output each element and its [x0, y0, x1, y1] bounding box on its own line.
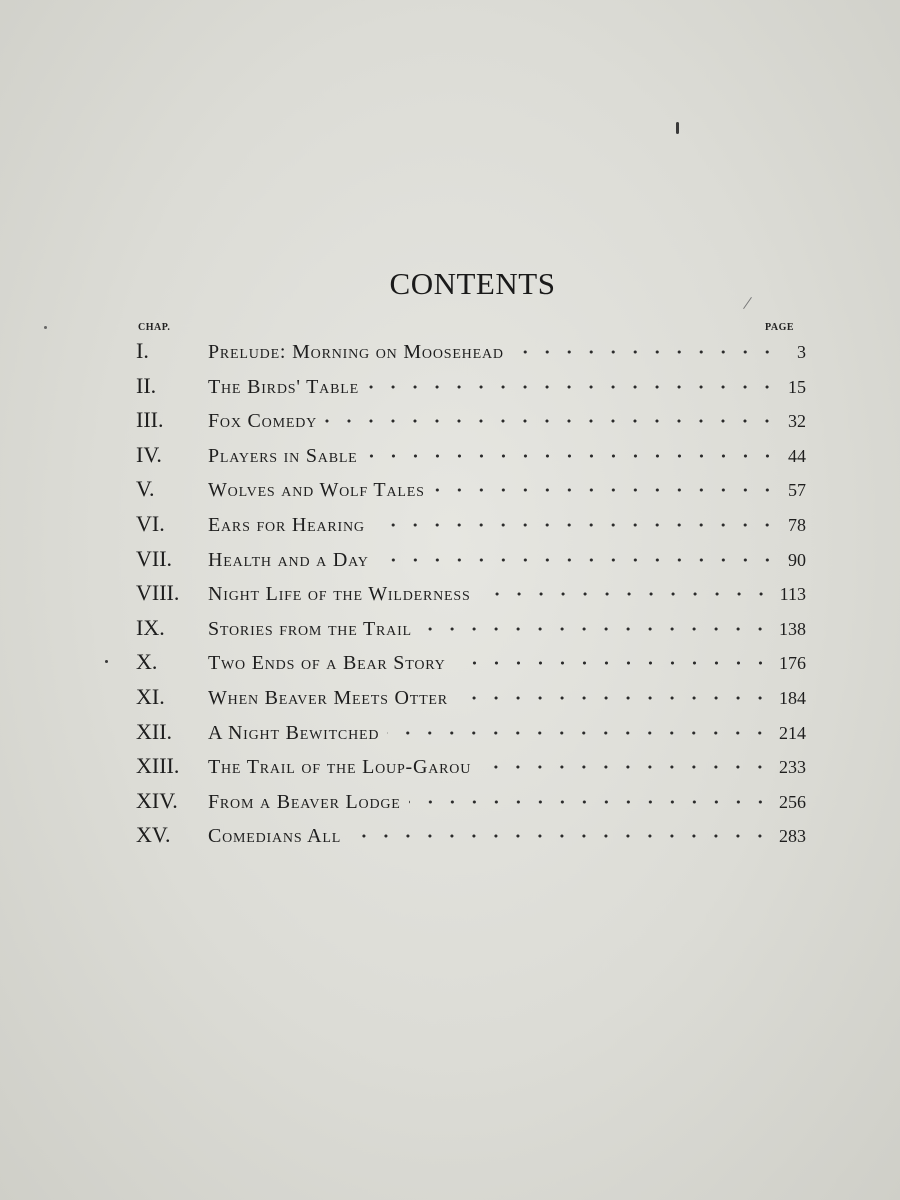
page-column-header: PAGE — [765, 322, 795, 333]
page-number: 184 — [779, 687, 806, 708]
toc-row — [136, 511, 806, 546]
toc-row — [136, 753, 806, 788]
chapter-title: Players in Sable — [208, 444, 358, 467]
dot-leader — [373, 522, 778, 528]
page-number: 214 — [779, 722, 806, 743]
dot-leader — [409, 799, 771, 805]
chapter-title: Ears for Hearing — [208, 513, 365, 536]
chapter-number: XIII. — [136, 753, 180, 779]
dot-leader — [479, 764, 771, 770]
chapter-title: Comedians All — [208, 825, 342, 848]
table-of-contents — [136, 338, 806, 857]
chapter-title: When Beaver Meets Otter — [208, 686, 448, 709]
page-number: 233 — [779, 757, 806, 778]
chapter-number: IV. — [136, 441, 162, 467]
chapter-number: XI. — [136, 683, 165, 709]
toc-row — [136, 476, 806, 511]
chapter-number: XV. — [136, 822, 171, 848]
chapter-title: From a Beaver Lodge — [208, 790, 401, 813]
chapter-title: Stories from the Trail — [208, 617, 412, 640]
dot-leader — [349, 833, 771, 839]
toc-row — [136, 546, 806, 581]
page-number: 3 — [797, 342, 806, 362]
dot-leader — [420, 626, 771, 632]
dot-leader — [377, 557, 778, 563]
ink-speck — [44, 326, 47, 329]
dot-leader — [367, 384, 778, 390]
page-number: 15 — [788, 376, 806, 397]
toc-row — [136, 407, 806, 442]
chapter-title: Wolves and Wolf Tales — [208, 479, 425, 502]
dot-leader — [454, 660, 771, 666]
chapter-title: Fox Comedy — [208, 410, 318, 433]
chapter-title: Two Ends of a Bear Story — [208, 652, 446, 675]
chapter-number: XII. — [136, 718, 173, 744]
toc-row — [136, 649, 806, 684]
ink-speck — [105, 660, 108, 663]
page-number: 256 — [779, 791, 806, 812]
toc-row — [136, 788, 806, 823]
toc-row — [136, 442, 806, 477]
page-number: 57 — [788, 480, 806, 501]
chapter-title: A Night Bewitched — [208, 721, 380, 744]
chapter-number: VII. — [136, 545, 173, 571]
chapter-title: The Trail of the Loup-Garou — [208, 756, 472, 779]
page-number: 283 — [779, 826, 806, 847]
page-number: 32 — [788, 411, 806, 432]
dot-leader — [433, 487, 778, 493]
chapter-title: Night Life of the Wilderness — [208, 583, 471, 606]
toc-row — [136, 338, 806, 373]
dot-leader — [456, 695, 771, 701]
toc-row — [136, 684, 806, 719]
chapter-number: VIII. — [136, 580, 180, 606]
page-number: 138 — [779, 618, 806, 639]
dot-leader — [387, 730, 771, 736]
chapter-number: II. — [136, 372, 157, 398]
toc-row — [136, 580, 806, 615]
chapter-title: Prelude: Morning on Moosehead — [208, 341, 504, 363]
chapter-number: III. — [136, 407, 164, 433]
toc-row — [136, 615, 806, 650]
chap-column-header: CHAP. — [138, 322, 171, 333]
page-number: 113 — [779, 584, 806, 605]
chapter-title: Health and a Day — [208, 548, 369, 571]
page-number: 176 — [779, 653, 806, 674]
dot-leader — [512, 349, 778, 355]
page-number: 90 — [788, 549, 806, 570]
chapter-number: X. — [136, 649, 158, 675]
chapter-number: VI. — [136, 510, 165, 536]
chapter-number: V. — [136, 476, 155, 502]
chapter-title: The Birds' Table — [208, 375, 359, 398]
dot-leader — [325, 418, 778, 424]
page-number: 44 — [788, 445, 806, 466]
ink-speck — [676, 122, 679, 134]
toc-row — [136, 719, 806, 754]
chapter-number: IX. — [136, 614, 165, 640]
dot-leader — [479, 591, 772, 597]
page-number: 78 — [788, 514, 806, 535]
chapter-number: I. — [136, 338, 149, 363]
page-title: CONTENTS — [389, 266, 556, 301]
toc-row — [136, 373, 806, 408]
toc-row — [136, 822, 806, 857]
chapter-number: XIV. — [136, 787, 178, 813]
dot-leader — [366, 453, 778, 459]
